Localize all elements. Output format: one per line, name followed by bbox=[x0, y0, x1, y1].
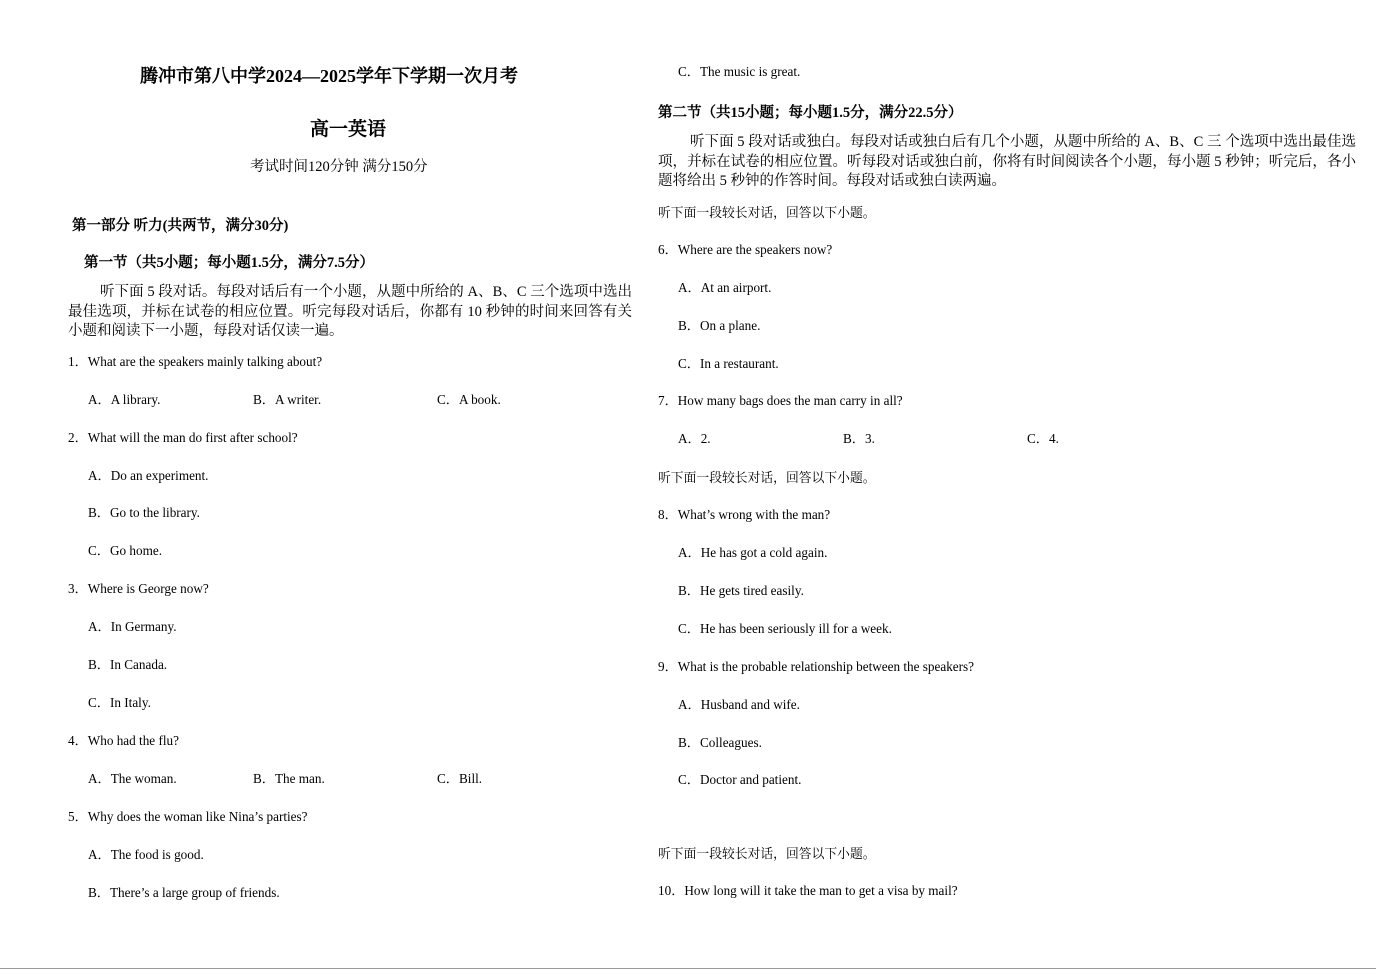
q9-option-a: A．Husband and wife. bbox=[678, 697, 800, 712]
q8-option-c: C．He has been seriously ill for a week. bbox=[678, 621, 892, 636]
q6-option-a: A．At an airport. bbox=[678, 280, 772, 295]
q6-option-b: B．On a plane. bbox=[678, 318, 761, 333]
q4-option-a: A．The woman. bbox=[88, 771, 177, 786]
question-7: 7．How many bags does the man carry in all? bbox=[658, 393, 903, 408]
q1-option-c: C．A book. bbox=[437, 392, 501, 407]
q8-option-a: A．He has got a cold again. bbox=[678, 545, 828, 560]
question-5: 5．Why does the woman like Nina’s parties? bbox=[68, 809, 308, 824]
q9-option-c: C．Doctor and patient. bbox=[678, 772, 802, 787]
q1-option-a: A．A library. bbox=[88, 392, 161, 407]
question-1: 1．What are the speakers mainly talking about? bbox=[68, 354, 323, 369]
listen-prompt-1: 听下面一段较长对话，回答以下小题。 bbox=[658, 206, 876, 220]
q1-option-b: B．A writer. bbox=[253, 392, 322, 407]
q8-option-b: B．He gets tired easily. bbox=[678, 583, 804, 598]
question-6: 6．Where are the speakers now? bbox=[658, 242, 833, 257]
q2-option-a: A．Do an experiment. bbox=[88, 468, 209, 483]
listen-prompt-2: 听下面一段较长对话，回答以下小题。 bbox=[658, 471, 876, 485]
q5-option-c: C．The music is great. bbox=[678, 64, 801, 79]
section2-heading: 第二节（共15小题；每小题1.5分，满分22.5分） bbox=[658, 105, 963, 121]
question-4: 4．Who had the flu? bbox=[68, 733, 179, 748]
q3-option-c: C．In Italy. bbox=[88, 695, 151, 710]
q9-option-b: B．Colleagues. bbox=[678, 735, 762, 750]
q2-option-b: B．Go to the library. bbox=[88, 505, 200, 520]
q7-option-b: B．3. bbox=[843, 431, 875, 446]
exam-info: 考试时间120分钟 满分150分 bbox=[250, 159, 428, 175]
q3-option-b: B．In Canada. bbox=[88, 657, 168, 672]
q3-option-a: A．In Germany. bbox=[88, 619, 177, 634]
question-3: 3．Where is George now? bbox=[68, 581, 209, 596]
q4-option-c: C．Bill. bbox=[437, 771, 483, 786]
section1-instructions: 听下面 5 段对话。每段对话后有一个小题，从题中所给的 A、B、C 三个选项中选出最佳选项，并标在试卷的相应位置。听完每段对话后，你都有 10 秒钟的时间来回答有关小题和阅读下一小题，每段对话仅读一遍。 bbox=[68, 284, 632, 339]
part1-heading: 第一部分 听力(共两节，满分30分) bbox=[72, 218, 289, 234]
exam-title: 腾冲市第八中学2024—2025学年下学期一次月考 bbox=[140, 66, 518, 86]
q5-option-b: B．There’s a large group of friends. bbox=[88, 885, 280, 900]
section1-heading: 第一节（共5小题；每小题1.5分，满分7.5分） bbox=[84, 255, 374, 271]
question-8: 8．What’s wrong with the man? bbox=[658, 507, 831, 522]
q7-option-c: C．4. bbox=[1027, 431, 1059, 446]
q5-option-a: A．The food is good. bbox=[88, 847, 204, 862]
subject-title: 高一英语 bbox=[310, 119, 387, 140]
listen-prompt-3: 听下面一段较长对话，回答以下小题。 bbox=[658, 847, 876, 861]
q7-option-a: A．2. bbox=[678, 431, 711, 446]
question-9: 9．What is the probable relationship between the speakers? bbox=[658, 659, 975, 674]
page-bottom-divider bbox=[0, 968, 1376, 969]
q6-option-c: C．In a restaurant. bbox=[678, 356, 779, 371]
question-10: 10．How long will it take the man to get a visa by mail? bbox=[658, 883, 958, 898]
q4-option-b: B．The man. bbox=[253, 771, 325, 786]
section2-instructions: 听下面 5 段对话或独白。每段对话或独白后有几个小题，从题中所给的 A、B、C 三 个选项中选出最佳选项，并标在试卷的相应位置。听每段对话或独白前，你将有时间阅读各个小题，每小题 5 秒钟；听完后，各小题将给出 5 秒钟的作答时间。每段对话或独白读两遍。 bbox=[658, 134, 1356, 189]
q2-option-c: C．Go home. bbox=[88, 543, 162, 558]
question-2: 2．What will the man do first after school? bbox=[68, 430, 298, 445]
